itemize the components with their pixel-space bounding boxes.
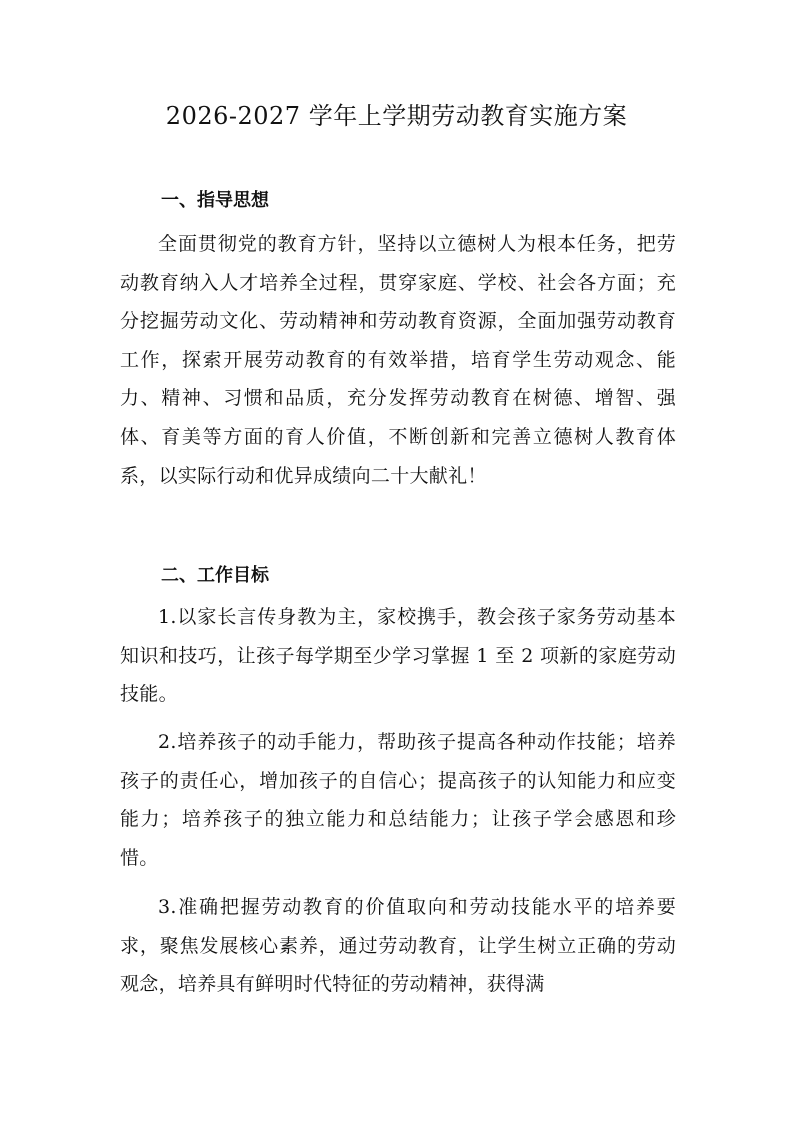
work-goal-paragraph-3: 3.准确把握劳动教育的价值取向和劳动技能水平的培养要求，聚焦发展核心素养，通过劳动教育，让学生树立正确的劳动观念，培养具有鲜明时代特征的劳动精神，获得满 [120,896,676,996]
section-heading-work-goals: 二、工作目标 [161,565,269,586]
document-title: 2026-2027 学年上学期劳动教育实施方案 [165,102,628,130]
guiding-ideology-paragraph: 全面贯彻党的教育方针，坚持以立德树人为根本任务，把劳动教育纳入人才培养全过程，贯穿家庭、学校、社会各方面；充分挖掘劳动文化、劳动精神和劳动教育资源，全面加强劳动教育工作，探索开展劳动教育的有效举措，培育学生劳动观念、能力、精神、习惯和品质，充分发挥劳动教育在树德、增智、强体、育美等方面的育人价值，不断创新和完善立德树人教育体系，以实际行动和优异成绩向二十大献礼！ [120,233,676,487]
section-heading-guiding-ideology: 一、指导思想 [161,190,269,211]
work-goal-paragraph-2: 2.培养孩子的动手能力，帮助孩子提高各种动作技能；培养孩子的责任心，增加孩子的自信心；提高孩子的认知能力和应变能力；培养孩子的独立能力和总结能力；让孩子学会感恩和珍惜。 [120,731,676,869]
work-goal-paragraph-1: 1.以家长言传身教为主，家校携手，教会孩子家务劳动基本知识和技巧，让孩子每学期至少学习掌握 1 至 2 项新的家庭劳动技能。 [120,606,676,706]
